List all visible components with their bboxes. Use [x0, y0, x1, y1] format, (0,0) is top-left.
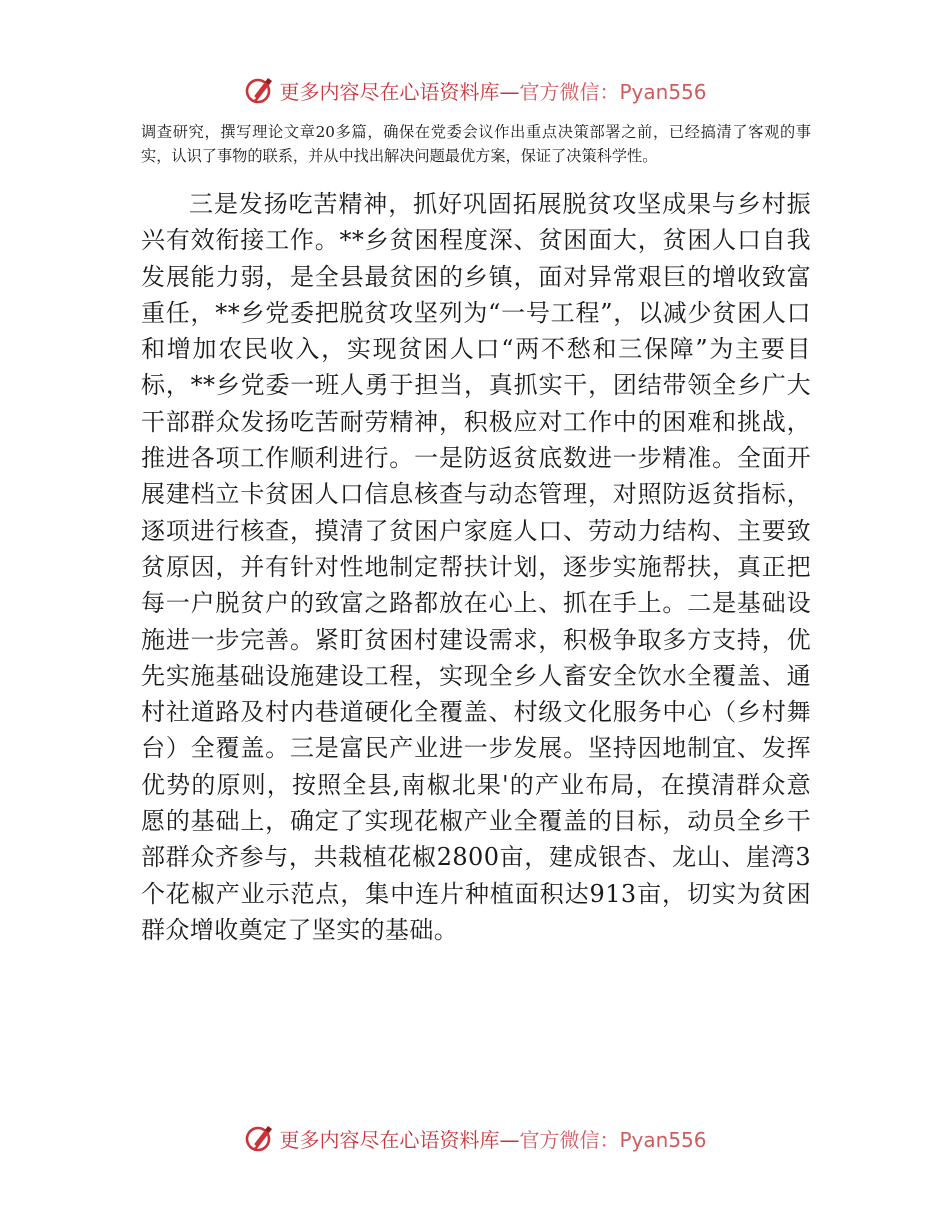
banner-text	[279, 1124, 706, 1153]
banner-main-text: 更多内容尽在心语资料库	[279, 1127, 500, 1152]
banner-wechat-id: Pyan556	[619, 1127, 707, 1152]
banner-wechat-label: 官方微信：	[519, 1127, 620, 1152]
banner-separator: —	[499, 1127, 520, 1152]
banner-separator: —	[499, 79, 520, 104]
footer-banner	[0, 1118, 950, 1158]
red-pen-logo-icon	[243, 74, 275, 106]
body-paragraph: 三是发扬吃苦精神，抓好巩固拓展脱贫攻坚成果与乡村振兴有效衔接工作。**乡贫困程度深、贫困面大，贫困人口自我发展能力弱，是全县最贫困的乡镇，面对异常艰巨的增收致富重任，**乡党委把脱贫攻坚列为“一号工程”，以减少贫困人口和增加农民收入，实现贫困人口“两不愁和三保障”为主要目标，**乡党委一班人勇于担当，真抓实干，团结带领全乡广大干部群众发扬吃苦耐劳精神，积极应对工作中的困难和挑战，推进各项工作顺利进行。一是防返贫底数进一步精准。全面开展建档立卡贫困人口信息核查与动态管理，对照防返贫指标，逐项进行核查，摸清了贫困户家庭人口、劳动力结构、主要致贫原因，并有针对性地制定帮扶计划，逐步实施帮扶，真正把每一户脱贫户的致富之路都放在心上、抓在手上。二是基础设施进一步完善。紧盯贫困村建设需求，积极争取多方支持，优先实施基础设施建设工程，实现全乡人畜安全饮水全覆盖、通村社道路及村内巷道硬化全覆盖、村级文化服务中心（乡村舞台）全覆盖。三是富民产业进一步发展。坚持因地制宜、发挥优势的原则，按照全县,南椒北果'的产业布局，在摸清群众意愿的基础上，确定了实现花椒产业全覆盖的目标，动员全乡干部群众齐参与，共栽植花椒2800亩，建成银杏、龙山、崖湾3个花椒产业示范点，集中连片种植面积达913亩，切实为贫困群众增收奠定了坚实的基础。	[141, 190, 811, 944]
banner-main-text: 更多内容尽在心语资料库	[279, 79, 500, 104]
banner-wechat-label: 官方微信：	[519, 79, 620, 104]
banner-text	[279, 76, 706, 105]
red-pen-logo-icon	[243, 1122, 275, 1154]
banner-wechat-id: Pyan556	[619, 79, 707, 104]
header-banner	[0, 70, 950, 110]
intro-paragraph: 调查研究，撰写理论文章20多篇，确保在党委会议作出重点决策部署之前，已经搞清了客观的事实，认识了事物的联系，并从中找出解决问题最优方案，保证了决策科学性。	[141, 123, 811, 165]
